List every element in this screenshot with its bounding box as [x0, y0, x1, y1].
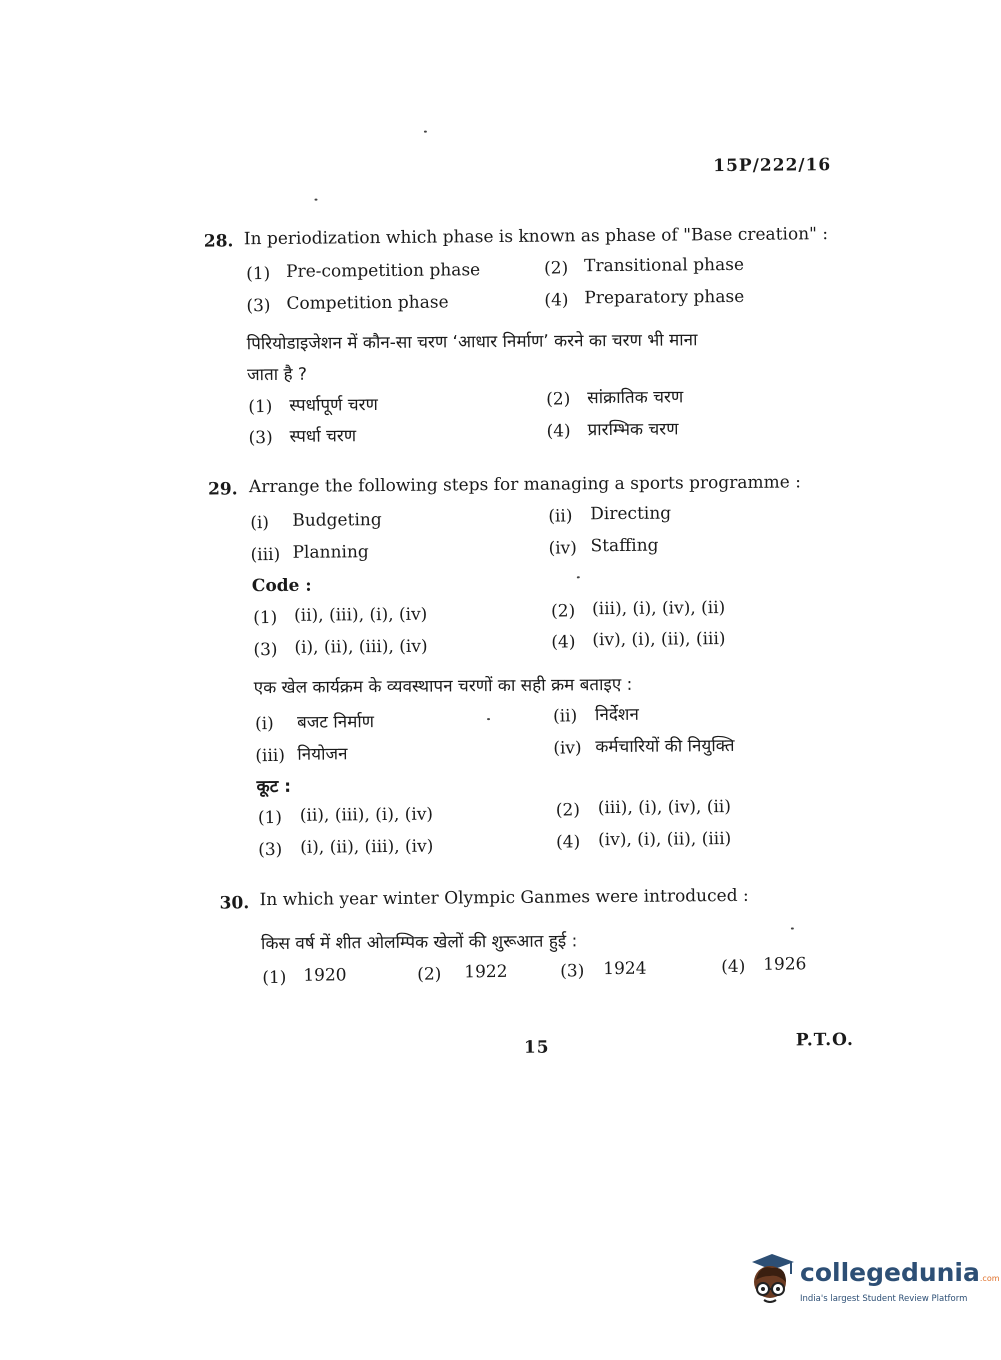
- q28-hi-opt1-num: (1): [248, 396, 273, 418]
- q29-hi-code2-num: (2): [555, 800, 581, 821]
- q28-opt4-text: Preparatory phase: [584, 286, 745, 309]
- q28-number: 28.: [203, 231, 234, 252]
- q29-number: 29.: [207, 479, 238, 500]
- q29-item2-text: Directing: [590, 503, 672, 525]
- q30-opt4-num: (4): [721, 956, 746, 978]
- q29-code-label-hi: कूट :: [256, 776, 292, 798]
- q28-hi-opt2-text: सांक्रातिक चरण: [587, 387, 684, 409]
- q29-hi-item1-text: बजट निर्माण: [296, 712, 375, 733]
- q28-opt4-num: (4): [544, 290, 569, 311]
- q30-opt3-num: (3): [560, 961, 585, 982]
- collegedunia-logo: [742, 1252, 1000, 1318]
- q29-item3-num: (iii): [250, 544, 281, 566]
- q29-text-hi: एक खेल कार्यक्रम के व्यवस्थापन चरणों का सही क्रम बताइए :: [253, 674, 633, 699]
- q29-hi-code1-num: (1): [257, 807, 283, 829]
- q29-item4-text: Staffing: [590, 535, 659, 557]
- q28-opt1-num: (1): [246, 263, 271, 285]
- q29-code-label: Code :: [251, 575, 312, 597]
- q28-hi-opt2-num: (2): [546, 389, 571, 410]
- q29-hi-item1-num: (i): [254, 713, 274, 735]
- q29-hi-item2-text: निर्देशन: [594, 704, 639, 726]
- print-speck: [314, 199, 317, 201]
- q29-code1-text: (ii), (iii), (i), (iv): [294, 604, 428, 626]
- q29-code2-num: (2): [551, 601, 576, 622]
- q28-hi-opt3-num: (3): [248, 427, 273, 449]
- q30-opt3-text: 1924: [603, 958, 647, 980]
- q29-item3-text: Planning: [292, 542, 369, 563]
- q28-opt3-num: (3): [246, 295, 271, 317]
- q29-hi-item3-num: (iii): [255, 745, 286, 767]
- print-speck: [791, 927, 794, 929]
- q28-opt1-text: Pre-competition phase: [286, 260, 481, 282]
- q29-text-en: Arrange the following steps for managing a sports programme :: [248, 472, 802, 498]
- brand-suffix: .com: [979, 1274, 1000, 1283]
- q29-item1-num: (i): [250, 513, 270, 534]
- q30-opt4-text: 1926: [763, 954, 807, 975]
- q30-opt2-text: 1922: [464, 961, 508, 983]
- q30-opt2-num: (2): [417, 964, 442, 985]
- q28-opt3-text: Competition phase: [286, 292, 449, 314]
- q29-code3-num: (3): [253, 639, 278, 661]
- q29-hi-item4-num: (iv): [553, 738, 582, 759]
- brand-tagline: India's largest Student Review Platform: [800, 1294, 968, 1304]
- q29-code4-text: (iv), (i), (ii), (iii): [592, 629, 726, 651]
- q29-hi-item4-text: कर्मचारियों की नियुक्ति: [595, 735, 735, 758]
- q29-item2-num: (ii): [548, 506, 573, 527]
- q28-hi-opt3-text: स्पर्धा चरण: [289, 426, 357, 447]
- q29-item4-num: (iv): [548, 538, 577, 559]
- q29-hi-code4-text: (iv), (i), (ii), (iii): [598, 828, 732, 851]
- brand-name: collegedunia.com: [800, 1258, 1000, 1287]
- q28-text-hi-1: पिरियोडाइजेशन में कौन-सा चरण ‘आधार निर्माण’ करने का चरण भी माना: [246, 330, 698, 355]
- q28-opt2-num: (2): [544, 258, 569, 279]
- q29-code2-text: (iii), (i), (iv), (ii): [591, 598, 726, 620]
- q30-text-hi: किस वर्ष में शीत ओलम्पिक खेलों की शुरूआत हुई :: [260, 931, 578, 955]
- q30-opt1-text: 1920: [303, 965, 347, 986]
- q28-text-hi-2: जाता है ?: [246, 364, 308, 386]
- print-speck: [577, 576, 580, 578]
- pto-label: P.T.O.: [795, 1029, 854, 1051]
- q30-opt1-num: (1): [262, 967, 287, 989]
- q29-hi-code4-num: (4): [556, 832, 581, 853]
- q30-text-en: In which year winter Olympic Ganmes were introduced :: [259, 885, 749, 911]
- q28-hi-opt4-num: (4): [546, 421, 571, 442]
- q29-hi-item3-text: नियोजन: [297, 744, 348, 765]
- q29-code4-num: (4): [551, 632, 576, 653]
- q29-hi-code3-text: (i), (ii), (iii), (iv): [300, 836, 434, 858]
- print-speck: [424, 131, 427, 133]
- q28-opt2-text: Transitional phase: [584, 254, 745, 277]
- q29-hi-code2-text: (iii), (i), (iv), (ii): [597, 796, 732, 819]
- q29-hi-item2-num: (ii): [552, 706, 578, 727]
- q28-hi-opt4-text: प्रारम्भिक चरण: [587, 419, 679, 441]
- q29-code3-text: (i), (ii), (iii), (iv): [294, 636, 428, 658]
- paper-code: 15P/222/16: [713, 155, 832, 177]
- q30-number: 30.: [219, 893, 250, 914]
- q29-hi-code3-num: (3): [258, 839, 283, 861]
- q28-hi-opt1-text: स्पर्धापूर्ण चरण: [289, 395, 378, 416]
- q29-item1-text: Budgeting: [292, 510, 382, 531]
- q29-hi-code1-text: (ii), (iii), (i), (iv): [299, 804, 434, 826]
- page-number: 15: [523, 1037, 550, 1058]
- q28-text-en: In periodization which phase is known as phase of "Base creation" :: [243, 224, 829, 250]
- student-mascot-icon: [742, 1252, 798, 1318]
- q29-code1-num: (1): [253, 607, 278, 629]
- print-speck: [487, 718, 490, 720]
